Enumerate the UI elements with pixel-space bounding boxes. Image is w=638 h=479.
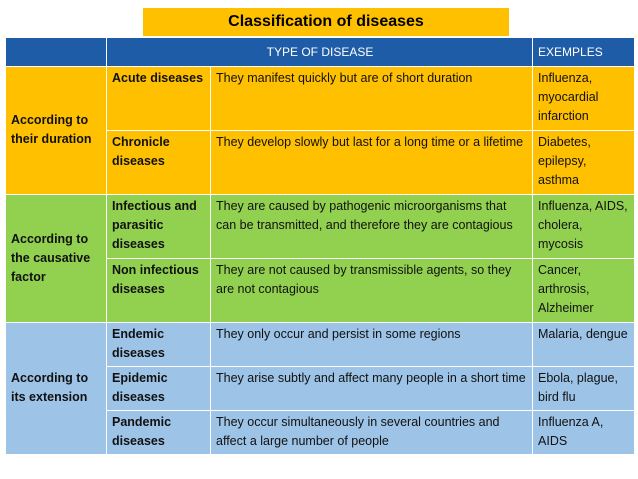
table-row [6,323,635,367]
disease-description-cell: They arise subtly and affect many people in a short time [211,367,533,411]
disease-description-cell: They occur simultaneously in several countries and affect a large number of people [211,411,533,455]
disease-type-cell: Acute diseases [107,67,211,131]
disease-type-cell: Chronicle diseases [107,131,211,195]
disease-examples-cell: Influenza, myocardial infarction [533,67,635,131]
table-row [6,195,635,259]
table-row [6,67,635,131]
disease-type-cell: Pandemic diseases [107,411,211,455]
disease-examples-cell: Ebola, plague, bird flu [533,367,635,411]
disease-examples-cell: Malaria, dengue [533,323,635,367]
disease-examples-cell: Diabetes, epilepsy, asthma [533,131,635,195]
header-type-of-disease: TYPE OF DISEASE [107,38,533,67]
disease-examples-cell: Cancer, arthrosis, Alzheimer [533,259,635,323]
disease-type-cell: Endemic diseases [107,323,211,367]
disease-description-cell: They develop slowly but last for a long time or a lifetime [211,131,533,195]
disease-description-cell: They only occur and persist in some regions [211,323,533,367]
group-label-duration: According to their duration [6,67,107,195]
disease-description-cell: They manifest quickly but are of short duration [211,67,533,131]
disease-type-cell: Non infectious diseases [107,259,211,323]
disease-examples-cell: Influenza, AIDS, cholera, mycosis [533,195,635,259]
header-examples: EXEMPLES [533,38,635,67]
disease-description-cell: They are not caused by transmissible agents, so they are not contagious [211,259,533,323]
disease-type-cell: Infectious and parasitic diseases [107,195,211,259]
disease-description-cell: They are caused by pathogenic microorganisms that can be transmitted, and therefore they are contagious [211,195,533,259]
diseases-table [5,37,635,455]
table-header-row [6,38,635,67]
header-corner-cell [6,38,107,67]
disease-type-cell: Epidemic diseases [107,367,211,411]
disease-examples-cell: Influenza A, AIDS [533,411,635,455]
page-title: Classification of diseases [143,8,509,36]
group-label-causative: According to the causative factor [6,195,107,323]
group-label-extension: According to its extension [6,323,107,455]
